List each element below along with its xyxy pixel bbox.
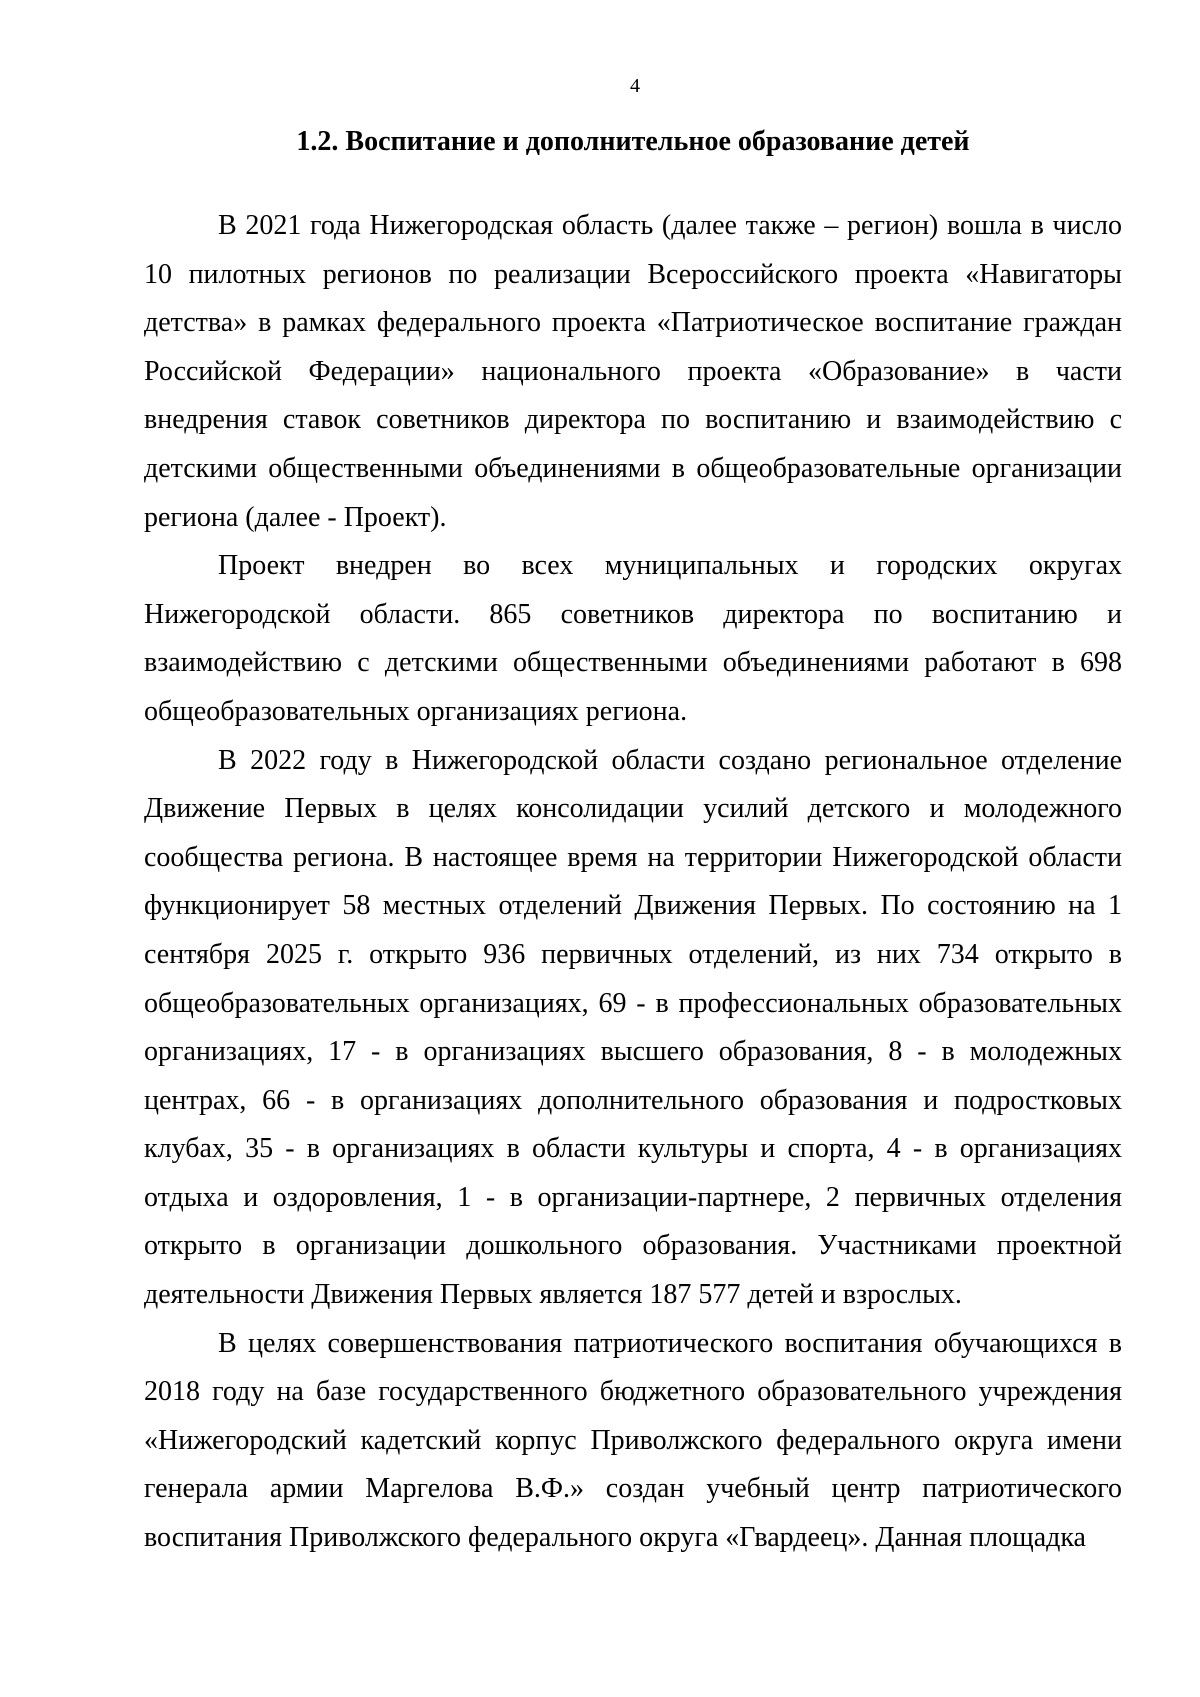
paragraph-gvardeets: В целях совершенствования патриотического воспитания обучающихся в 2018 году на базе государственного бюджетного образовательного учреждения «Нижегородский кадетский корпус Приволжского федерального округа имени генерала армии Маргелова В.Ф.» создан учебный центр патриотического воспитания Приволжского федерального округа «Гвардеец». Данная площадка xyxy=(144,1327,1122,1554)
paragraph-project-rollout: Проект внедрен во всех муниципальных и городских округах Нижегородской области. 865 советников директора по воспитанию и взаимодействию с детскими общественными объединениями работают в 698 общеобразовательных организациях региона. xyxy=(144,550,1122,727)
section-heading: 1.2. Воспитание и дополнительное образование детей xyxy=(296,126,970,157)
page-number: 4 xyxy=(630,75,640,97)
body-text xyxy=(144,202,1122,1563)
paragraph-movement-first: В 2022 году в Нижегородской области создано региональное отделение Движение Первых в целях консолидации усилий детского и молодежного сообщества региона. В настоящее время на территории Нижегородской области функционирует 58 местных отделений Движения Первых. По состоянию на 1 сентября 2025 г. открыто 936 первичных отделений, из них 734 открыто в общеобразовательных организациях, 69 - в профессиональных образовательных организациях, 17 - в организациях высшего образования, 8 - в молодежных центрах, 66 - в организациях дополнительного образования и подростковых клубах, 35 - в организациях в области культуры и спорта, 4 - в организациях отдыха и оздоровления, 1 - в организации-партнере, 2 первичных отделения открыто в организации дошкольного образования. Участниками проектной деятельности Движения Первых является 187 577 детей и взрослых. xyxy=(144,744,1122,1311)
paragraph-navigators: В 2021 года Нижегородская область (далее также – регион) вошла в число 10 пилотных регионов по реализации Всероссийского проекта «Навигаторы детства» в рамках федерального проекта «Патриотическое воспитание граждан Российской Федерации» национального проекта «Образование» в части внедрения ставок советников директора по воспитанию и взаимодействию с детскими общественными объединениями в общеобразовательные организации региона (далее - Проект). xyxy=(144,210,1122,533)
